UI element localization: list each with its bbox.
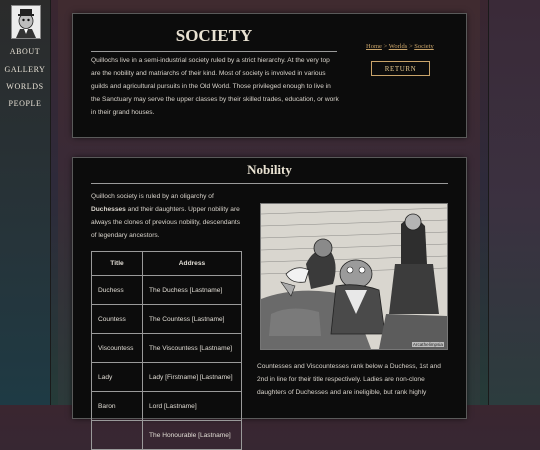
nobility-titles-table (91, 251, 242, 450)
illustration-drawing (261, 204, 447, 349)
nobility-intro (91, 190, 243, 242)
table-cell-title: Baron (92, 392, 143, 421)
table-cell-title: Duchess (92, 276, 143, 305)
return-button[interactable]: RETURN (371, 61, 430, 76)
table-cell-address: Lady [Firstname] [Lastname] (143, 363, 242, 392)
column-header-address: Address (143, 252, 242, 276)
table-cell-address: The Viscountess [Lastname] (143, 334, 242, 363)
table-header-row (92, 252, 242, 276)
table-cell-address: The Honourable [Lastname] (143, 421, 242, 450)
section-title: Nobility (247, 162, 292, 177)
table-row (92, 363, 242, 392)
nobility-illustration (260, 203, 448, 350)
ranks-description: Countesses and Viscountesses rank below a Duchess, 1st and 2nd in line for their title respectively. Ladies are non-clone daughters of Duchesses and are ineligible, but rank highly (257, 363, 441, 396)
intro-bold-term: Duchesses (91, 206, 126, 213)
column-header-title: Title (92, 252, 143, 276)
table-cell-title: Countess (92, 305, 143, 334)
breadcrumb-worlds[interactable]: Worlds (388, 43, 408, 50)
illustration-signature: Arcathelimpsia (412, 342, 443, 347)
nav-people[interactable]: PEOPLE (8, 99, 42, 108)
right-margin (488, 0, 540, 405)
intro-text-end: and their daughters. Upper nobility are always the clones of previous nobility, descendants of legendary ancestors. (91, 206, 241, 239)
portrait-logo-icon (12, 6, 40, 38)
table-cell-address: Lord [Lastname] (143, 392, 242, 421)
breadcrumb (366, 43, 434, 50)
table-cell-title: Lady (92, 363, 143, 392)
table-cell-title (92, 421, 143, 450)
table-cell-title: Viscountess (92, 334, 143, 363)
breadcrumb-separator: > (383, 43, 388, 50)
breadcrumb-separator: > (408, 43, 413, 50)
table-cell-address: The Duchess [Lastname] (143, 276, 242, 305)
section-divider (91, 183, 448, 184)
table-cell-address: The Countess [Lastname] (143, 305, 242, 334)
nav-gallery[interactable]: GALLERY (4, 65, 46, 74)
page-title: SOCIETY (175, 26, 253, 45)
intro-text-start: Quilloch society is ruled by an oligarchy of (91, 193, 214, 200)
site-logo[interactable] (11, 5, 41, 39)
sidebar (0, 0, 51, 405)
nav-about[interactable]: ABOUT (9, 47, 41, 56)
table-row (92, 421, 242, 450)
breadcrumb-home[interactable]: Home (366, 43, 382, 50)
nav-worlds[interactable]: WORLDS (6, 82, 44, 91)
society-intro: Quillochs live in a semi-industrial society ruled by a strict hierarchy. At the very top are the nobility and matriarchs of their kind. Most of society is involved in various guilds and agricultural pursuits in the Old World. Those privileged enough to live in the Sanctuary may serve the upper classes by their skilled trades, education, or work in their grand houses. (91, 57, 339, 116)
table-row (92, 276, 242, 305)
title-divider (91, 51, 337, 52)
breadcrumb-society[interactable]: Society (414, 43, 434, 50)
table-row (92, 392, 242, 421)
table-row (92, 334, 242, 363)
table-row (92, 305, 242, 334)
